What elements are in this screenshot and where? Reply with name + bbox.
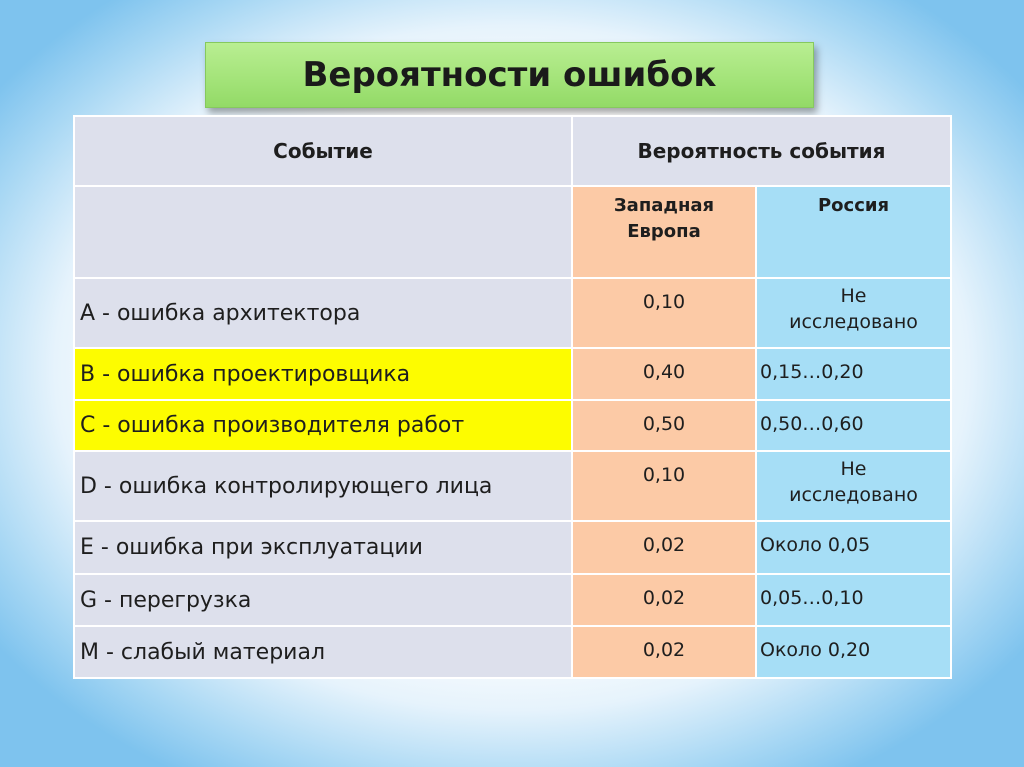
event-cell: E - ошибка при эксплуатации: [74, 521, 572, 574]
subheader-western-europe: [572, 186, 756, 278]
russia-value: 0,05…0,10: [756, 574, 951, 626]
russia-value-line-2: исследовано: [789, 484, 918, 506]
event-cell: D - ошибка контролирующего лица: [74, 451, 572, 521]
event-cell: M - слабый материал: [74, 626, 572, 678]
western-europe-value: 0,02: [572, 626, 756, 678]
subheader-western-europe-line-2: Европа: [627, 221, 701, 242]
table-row: [74, 278, 951, 348]
russia-value-line-1: Не: [840, 458, 867, 480]
table-row: [74, 521, 951, 574]
table-row: [74, 626, 951, 678]
russia-value: [756, 451, 951, 521]
table-row: [74, 451, 951, 521]
table-row: [74, 574, 951, 626]
subheader-row: [74, 186, 951, 278]
western-europe-value: 0,10: [572, 278, 756, 348]
error-probability-table: [73, 115, 952, 679]
russia-value-line-1: Не: [840, 285, 867, 307]
event-cell: A - ошибка архитектора: [74, 278, 572, 348]
event-cell: B - ошибка проектировщика: [74, 348, 572, 400]
western-europe-value: 0,02: [572, 521, 756, 574]
title-banner: [205, 42, 814, 108]
russia-value-line-2: исследовано: [789, 311, 918, 333]
russia-value: [756, 278, 951, 348]
event-cell: C - ошибка производителя работ: [74, 400, 572, 451]
header-event: Событие: [74, 116, 572, 186]
russia-value: Около 0,05: [756, 521, 951, 574]
table-row: [74, 400, 951, 451]
table-row: [74, 348, 951, 400]
page-title: Вероятности ошибок: [302, 55, 717, 95]
russia-value: 0,15…0,20: [756, 348, 951, 400]
western-europe-value: 0,10: [572, 451, 756, 521]
western-europe-value: 0,02: [572, 574, 756, 626]
header-row: [74, 116, 951, 186]
western-europe-value: 0,50: [572, 400, 756, 451]
subheader-russia: Россия: [756, 186, 951, 278]
russia-value: Около 0,20: [756, 626, 951, 678]
header-probability: Вероятность события: [572, 116, 951, 186]
russia-value: 0,50…0,60: [756, 400, 951, 451]
subheader-empty: [74, 186, 572, 278]
subheader-western-europe-line-1: Западная: [613, 195, 715, 216]
western-europe-value: 0,40: [572, 348, 756, 400]
event-cell: G - перегрузка: [74, 574, 572, 626]
